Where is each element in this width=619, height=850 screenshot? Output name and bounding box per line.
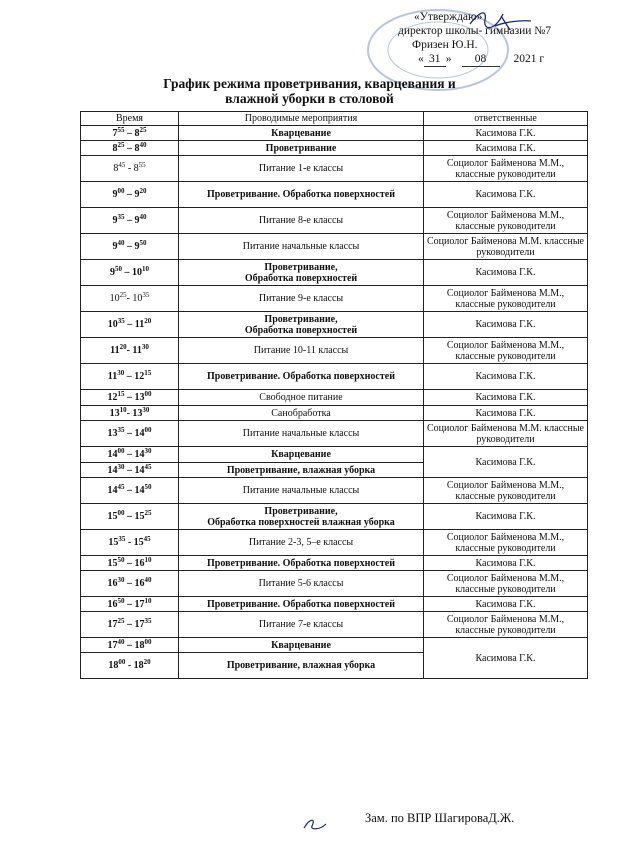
row-event: Кварцевание <box>179 638 424 653</box>
time-start-hour: 9 <box>110 267 115 278</box>
time-end-hour: 14 <box>134 464 145 476</box>
row-responsible: Социолог Байменова М.М., классные руководители <box>424 286 588 312</box>
time-start-hour: 9 <box>112 215 118 226</box>
time-start-hour: 13 <box>109 407 120 419</box>
time-sep: - <box>126 407 133 419</box>
row-event: Свободное питание <box>179 390 424 406</box>
time-sep: – <box>124 485 135 496</box>
time-start-min: 45 <box>118 161 126 169</box>
time-end-hour: 9 <box>134 189 140 200</box>
approval-name: Фризен Ю.Н. <box>412 39 478 51</box>
time-start-min: 00 <box>117 509 125 517</box>
row-event: Питание начальные классы <box>179 421 424 447</box>
row-responsible: Касимова Г.К. <box>424 638 588 679</box>
time-start-min: 00 <box>118 658 126 666</box>
table-row <box>81 364 588 390</box>
table-row <box>81 141 588 156</box>
time-end-min: 30 <box>142 405 150 414</box>
approval-title: «Утверждаю» <box>414 11 483 23</box>
row-time <box>81 260 179 286</box>
time-start-hour: 14 <box>107 464 118 476</box>
time-end-min: 45 <box>143 535 151 543</box>
approval-date: « 31 » 08 2021 г <box>418 53 545 65</box>
row-event: Проветривание. Обработка поверхностей <box>179 182 424 208</box>
time-start-min: 30 <box>117 369 125 377</box>
row-event: Проветривание, Обработка поверхностей влажная уборка <box>179 504 424 530</box>
row-time <box>81 447 179 463</box>
header-responsible: ответственные <box>424 112 588 126</box>
time-end-hour: 18 <box>134 639 145 651</box>
approval-position: директор школы- гимназии №7 <box>398 25 552 37</box>
row-time <box>81 597 179 612</box>
time-end-hour: 15 <box>133 537 144 548</box>
time-sep: – <box>122 267 132 278</box>
table-row <box>81 208 588 234</box>
time-end-hour: 9 <box>134 241 140 252</box>
time-end-min: 55 <box>138 161 146 169</box>
time-end-hour: 8 <box>134 127 140 139</box>
row-time <box>81 141 179 156</box>
time-start-min: 30 <box>117 576 125 584</box>
time-end-hour: 16 <box>134 557 145 569</box>
time-end-min: 00 <box>144 390 152 398</box>
row-event: Питание 9-е классы <box>179 286 424 312</box>
table-row <box>81 597 588 612</box>
time-start-min: 50 <box>117 596 125 605</box>
time-end-min: 35 <box>144 617 152 625</box>
row-event: Кварцевание <box>179 126 424 141</box>
time-sep: – <box>124 127 135 139</box>
time-end-hour: 14 <box>134 485 145 496</box>
row-time <box>81 126 179 141</box>
time-end-hour: 15 <box>134 511 145 522</box>
row-responsible: Социолог Байменова М.М., классные руководители <box>424 208 588 234</box>
time-end-min: 10 <box>144 596 152 605</box>
approval-day: 31 <box>424 52 446 67</box>
row-event: Питание 5-6 классы <box>179 571 424 597</box>
time-sep: – <box>124 449 135 460</box>
row-event: Питание 2-3, 5–е классы <box>179 530 424 556</box>
row-event: Питание начальные классы <box>179 478 424 504</box>
row-responsible: Касимова Г.К. <box>424 126 588 141</box>
row-responsible: Касимова Г.К. <box>424 597 588 612</box>
time-sep: – <box>124 142 135 154</box>
time-start-hour: 14 <box>107 449 118 460</box>
time-sep: – <box>124 619 135 630</box>
time-start-min: 00 <box>117 447 125 455</box>
time-end-min: 00 <box>144 637 152 646</box>
row-event: Проветривание. Обработка поверхностей <box>179 364 424 390</box>
row-event: Санобработка <box>179 406 424 421</box>
time-start-min: 35 <box>117 213 125 221</box>
row-time <box>81 156 179 182</box>
table-row <box>81 556 588 571</box>
time-sep: – <box>124 241 135 252</box>
row-time <box>81 390 179 406</box>
table-body <box>81 126 588 679</box>
row-time <box>81 312 179 338</box>
time-end-hour: 18 <box>133 660 144 671</box>
director-signature <box>465 6 535 36</box>
time-end-min: 45 <box>144 462 152 471</box>
row-time <box>81 504 179 530</box>
time-end-hour: 11 <box>134 319 145 330</box>
time-start-min: 35 <box>117 426 125 434</box>
time-sep: - <box>126 345 133 356</box>
row-event: Питание начальные классы <box>179 234 424 260</box>
time-sep: – <box>124 578 135 589</box>
page-title <box>0 76 619 106</box>
table-row <box>81 504 588 530</box>
footer-signatory: Зам. по ВПР ШагироваД.Ж. <box>365 811 515 825</box>
row-responsible: Касимова Г.К. <box>424 182 588 208</box>
time-end-hour: 10 <box>132 293 143 304</box>
time-start-hour: 16 <box>107 578 118 589</box>
time-end-min: 50 <box>144 483 152 491</box>
row-time <box>81 364 179 390</box>
time-end-min: 25 <box>139 125 147 134</box>
time-end-hour: 16 <box>134 578 145 589</box>
time-start-min: 55 <box>117 125 125 134</box>
table-row <box>81 421 588 447</box>
time-start-min: 40 <box>117 239 125 247</box>
row-time <box>81 406 179 421</box>
time-start-hour: 13 <box>107 428 118 439</box>
time-start-hour: 15 <box>108 537 119 548</box>
time-start-hour: 14 <box>107 485 118 496</box>
row-time <box>81 478 179 504</box>
header-event: Проводимые мероприятия <box>179 112 424 126</box>
row-time <box>81 612 179 638</box>
time-end-min: 30 <box>141 343 149 351</box>
time-sep: – <box>124 428 135 439</box>
table-row <box>81 260 588 286</box>
time-start-hour: 8 <box>112 142 118 154</box>
table-row <box>81 612 588 638</box>
table-row <box>81 478 588 504</box>
time-start-min: 30 <box>117 462 125 471</box>
time-start-hour: 16 <box>107 598 118 610</box>
row-event: Кварцевание <box>179 447 424 463</box>
row-responsible: Касимова Г.К. <box>424 390 588 406</box>
time-end-min: 40 <box>139 140 147 149</box>
row-time <box>81 421 179 447</box>
time-start-min: 35 <box>118 535 126 543</box>
time-start-min: 10 <box>119 405 127 414</box>
time-start-min: 50 <box>117 555 125 564</box>
time-sep: – <box>124 189 135 200</box>
time-sep: - <box>125 537 134 548</box>
header-time: Время <box>81 112 179 126</box>
row-responsible: Касимова Г.К. <box>424 447 588 478</box>
time-end-hour: 14 <box>134 428 145 439</box>
time-start-min: 20 <box>119 343 127 351</box>
row-event: Питание 8-е классы <box>179 208 424 234</box>
row-responsible: Касимова Г.К. <box>424 364 588 390</box>
time-start-hour: 8 <box>113 163 119 174</box>
time-start-min: 00 <box>117 187 125 195</box>
time-start-hour: 15 <box>107 511 118 522</box>
deputy-signature <box>300 814 330 834</box>
time-sep: – <box>124 464 135 476</box>
row-time <box>81 234 179 260</box>
row-time <box>81 638 179 653</box>
row-responsible: Социолог Байменова М.М., классные руководители <box>424 571 588 597</box>
time-start-min: 15 <box>117 390 125 398</box>
row-time <box>81 463 179 478</box>
time-sep: – <box>124 557 135 569</box>
time-start-min: 50 <box>115 265 122 273</box>
time-end-min: 20 <box>144 317 152 325</box>
time-end-min: 30 <box>144 447 152 455</box>
table-row <box>81 312 588 338</box>
time-start-min: 45 <box>117 483 125 491</box>
row-event: Проветривание. Обработка поверхностей <box>179 556 424 571</box>
time-end-hour: 12 <box>134 371 145 382</box>
time-start-min: 25 <box>117 140 125 149</box>
time-sep: – <box>124 639 135 651</box>
row-responsible: Касимова Г.К. <box>424 556 588 571</box>
row-time <box>81 530 179 556</box>
time-start-hour: 12 <box>107 392 118 403</box>
row-time <box>81 208 179 234</box>
time-start-hour: 18 <box>108 660 119 671</box>
row-event: Питание 10-11 классы <box>179 338 424 364</box>
approval-year: 2021 г <box>513 53 545 65</box>
table-row <box>81 338 588 364</box>
row-event: Проветривание, влажная уборка <box>179 653 424 679</box>
time-end-hour: 8 <box>134 142 140 154</box>
time-sep: – <box>124 392 135 403</box>
time-end-min: 20 <box>143 658 151 666</box>
row-responsible: Касимова Г.К. <box>424 260 588 286</box>
time-end-min: 10 <box>144 555 152 564</box>
time-end-hour: 9 <box>134 215 140 226</box>
time-end-min: 35 <box>142 291 150 299</box>
row-responsible: Касимова Г.К. <box>424 406 588 421</box>
time-sep: – <box>124 319 135 330</box>
time-start-hour: 11 <box>107 371 118 382</box>
table-row <box>81 571 588 597</box>
time-sep: - <box>125 163 134 174</box>
time-start-min: 25 <box>117 617 125 625</box>
table-header-row <box>81 112 588 126</box>
time-start-hour: 17 <box>107 619 118 630</box>
time-end-hour: 13 <box>134 392 145 403</box>
time-sep: – <box>124 511 135 522</box>
time-end-hour: 11 <box>132 345 142 356</box>
time-end-min: 20 <box>139 187 147 195</box>
row-time <box>81 338 179 364</box>
time-end-min: 50 <box>139 239 147 247</box>
time-end-hour: 8 <box>133 163 139 174</box>
time-start-min: 40 <box>117 637 125 646</box>
time-start-hour: 9 <box>112 241 118 252</box>
title-line-2: влажной уборки в столовой <box>225 91 394 106</box>
row-event: Питание 1-е классы <box>179 156 424 182</box>
time-end-hour: 13 <box>132 407 143 419</box>
row-responsible: Социолог Байменова М.М., классные руководители <box>424 156 588 182</box>
time-end-hour: 17 <box>134 598 145 610</box>
time-end-hour: 10 <box>132 267 142 278</box>
time-end-min: 40 <box>144 576 152 584</box>
time-start-min: 25 <box>119 291 127 299</box>
row-event: Проветривание, Обработка поверхностей <box>179 312 424 338</box>
time-start-hour: 11 <box>110 345 120 356</box>
row-event: Питание 7-е классы <box>179 612 424 638</box>
row-time <box>81 571 179 597</box>
table-row <box>81 126 588 141</box>
time-sep: - <box>125 660 134 671</box>
row-responsible: Социолог Байменова М.М., классные руководители <box>424 338 588 364</box>
table-row <box>81 390 588 406</box>
row-time <box>81 556 179 571</box>
row-event: Проветривание, Обработка поверхностей <box>179 260 424 286</box>
time-sep: - <box>126 293 133 304</box>
time-end-hour: 14 <box>134 449 145 460</box>
time-start-hour: 10 <box>107 319 118 330</box>
time-end-min: 00 <box>144 426 152 434</box>
row-responsible: Социолог Байменова М.М. классные руководители <box>424 421 588 447</box>
time-sep: – <box>124 371 135 382</box>
row-responsible: Касимова Г.К. <box>424 312 588 338</box>
approval-month: 08 <box>462 52 500 67</box>
time-end-min: 10 <box>142 265 149 273</box>
row-time <box>81 286 179 312</box>
row-responsible: Касимова Г.К. <box>424 504 588 530</box>
row-responsible: Социолог Байменова М.М., классные руководители <box>424 478 588 504</box>
row-event: Проветривание, влажная уборка <box>179 463 424 478</box>
time-start-hour: 17 <box>107 639 118 651</box>
row-responsible: Социолог Байменова М.М., классные руководители <box>424 530 588 556</box>
row-responsible: Социолог Байменова М.М. классные руководители <box>424 234 588 260</box>
row-event: Проветривание <box>179 141 424 156</box>
row-time <box>81 182 179 208</box>
table-row <box>81 530 588 556</box>
time-start-hour: 15 <box>107 557 118 569</box>
table-row <box>81 406 588 421</box>
time-end-min: 15 <box>144 369 152 377</box>
time-sep: – <box>124 215 135 226</box>
time-sep: – <box>124 598 135 610</box>
title-line-1: График режима проветривания, кварцевания и <box>163 76 456 91</box>
table-row <box>81 182 588 208</box>
table-row <box>81 156 588 182</box>
time-start-hour: 9 <box>112 189 118 200</box>
time-start-hour: 10 <box>109 293 120 304</box>
row-time <box>81 653 179 679</box>
time-end-hour: 17 <box>134 619 145 630</box>
table-row <box>81 638 588 653</box>
row-responsible: Касимова Г.К. <box>424 141 588 156</box>
table-row <box>81 234 588 260</box>
table-row <box>81 286 588 312</box>
row-event: Проветривание. Обработка поверхностей <box>179 597 424 612</box>
time-end-min: 40 <box>139 213 147 221</box>
time-start-min: 35 <box>117 317 125 325</box>
time-start-hour: 7 <box>112 127 118 139</box>
time-end-min: 25 <box>144 509 152 517</box>
schedule-table <box>80 111 588 679</box>
table-row <box>81 447 588 463</box>
row-responsible: Социолог Байменова М.М., классные руководители <box>424 612 588 638</box>
